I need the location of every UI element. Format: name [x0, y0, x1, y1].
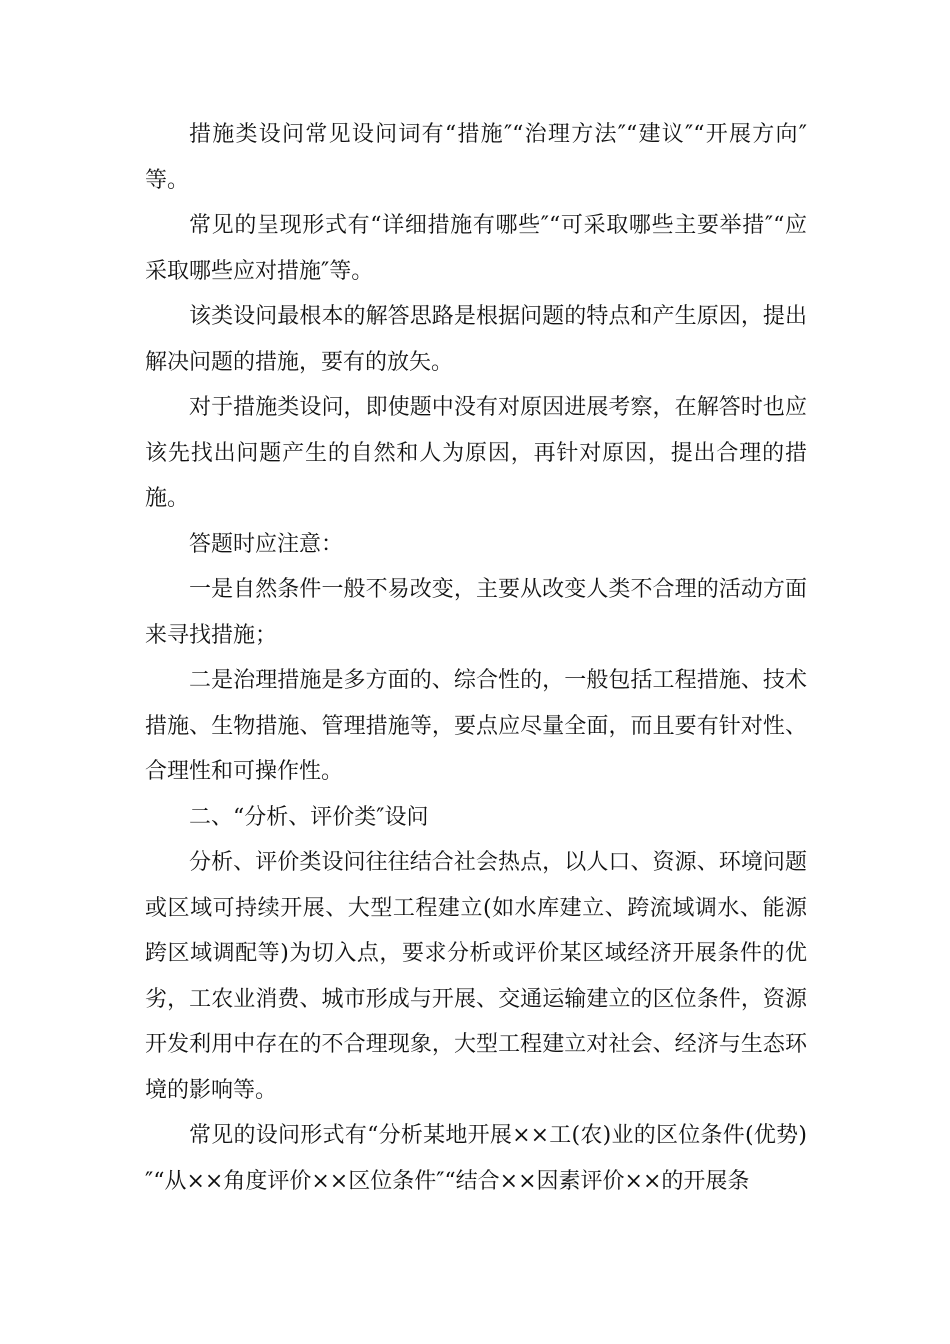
section-heading-analysis: 二、“分析、评价类″设问 [189, 804, 429, 830]
paragraph-analysis-intro: 分析、评价类设问往往结合社会热点，以人口、资源、环境问题或区域可持续开展、大型工程建立(如水库建立、跨流域调水、能源跨区域调配等)为切入点，要求分析或评价某区域经济开展条件的优劣，工农业消费、城市形成与开展、交通运输建立的区位条件，资源开发利用中存在的不合理现象，大型工程建立对社会、经济与生态环境的影响等。 [145, 850, 807, 1103]
paragraph-point-two: 二是治理措施是多方面的、综合性的，一般包括工程措施、技术措施、生物措施、管理措施等，要点应尽量全面，而且要有针对性、合理性和可操作性。 [145, 668, 807, 784]
document-body [145, 112, 807, 1204]
paragraph-answer-approach: 该类设问最根本的解答思路是根据问题的特点和产生原因，提出解决问题的措施，要有的放矢。 [145, 304, 807, 375]
paragraph-point-one: 一是自然条件一般不易改变，主要从改变人类不合理的活动方面来寻找措施； [145, 577, 807, 648]
paragraph-analysis-forms: 常见的设问形式有“分析某地开展××工(农)业的区位条件(优势)″“从××角度评价××区位条件″“结合××因素评价××的开展条 [145, 1123, 807, 1194]
paragraph-measure-keywords: 措施类设问常见设问词有“措施″“治理方法″“建议″“开展方向″等。 [145, 122, 807, 193]
paragraph-find-causes: 对于措施类设问，即使题中没有对原因进展考察，在解答时也应该先找出问题产生的自然和人为原因，再针对原因，提出合理的措施。 [145, 395, 807, 511]
paragraph-attention-heading: 答题时应注意： [189, 531, 344, 557]
paragraph-common-forms: 常见的呈现形式有“详细措施有哪些″“可采取哪些主要举措″“应采取哪些应对措施″等。 [145, 213, 807, 284]
